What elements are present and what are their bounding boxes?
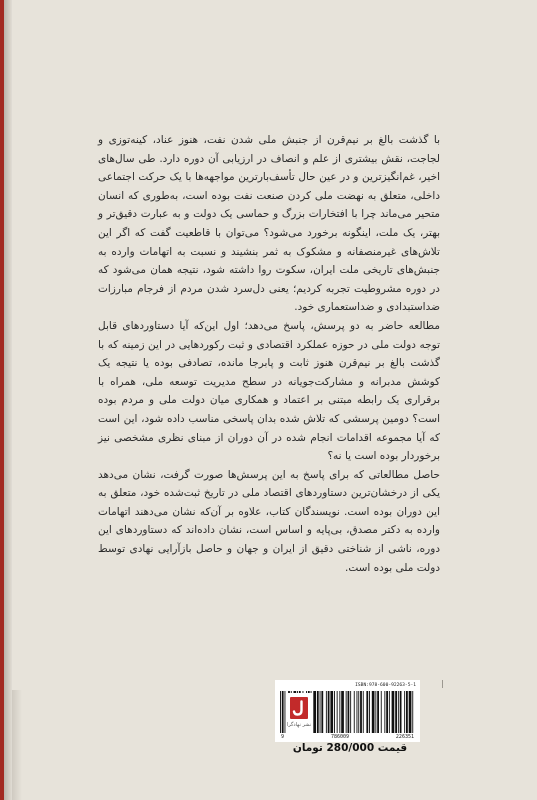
publisher-name: نشر نهادگرا — [286, 722, 312, 728]
publisher-logo-icon — [290, 697, 308, 719]
publisher-logo — [286, 693, 312, 733]
cover-edge-wear — [12, 690, 22, 800]
book-spine-edge — [0, 0, 12, 800]
spine-shadow — [4, 0, 12, 800]
barcode-digit-group-left: 786009 — [330, 734, 349, 740]
print-mark — [442, 680, 443, 688]
blurb-paragraph-2: مطالعه حاضر به دو پرسش، پاسخ می‌دهد؛ اول این‌که آیا دستاوردهای قابل توجه دولت ملی در حوزه عملکرد اقتصادی و ثبت رکوردهایی در این زمینه که با گذشت بالغ بر نیم‌قرن هنوز ثابت و پابرجا مانده، تصادفی بوده یا نتیجه یک کوشش مدبرانه و مشارکت‌جویانه در سطح مدیریت توسعه ملی، همراه با برقراری یک رابطه مبتنی بر اعتماد و همکاری میان دولت ملی و مردم بوده است؟ دومین پرسشی که تلاش شده بدان پاسخی مناسب داده شود، این است که آیا مجموعه اقدامات انجام شده در آن دوران از مبنای نظری مشخصی نیز برخوردار بوده است یا نه؟ — [98, 319, 440, 463]
isbn-number: ISBN:978-600-92263-5-1 — [355, 683, 416, 688]
back-cover-blurb — [98, 131, 440, 577]
blurb-paragraph-1: با گذشت بالغ بر نیم‌قرن از جنبش ملی شدن نفت، هنوز عناد، کینه‌توزی و لجاجت، نقش بیشتری از علم و انصاف در ارزیابی آن دوره دارد. طی سال‌های اخیر، غم‌انگیزترین و در عین حال تأسف‌بارترین مواجهه‌ها با یک حرکت اجتماعی داخلی، متعلق به نهضت ملی کردن صنعت نفت بوده است، به‌طوری که انسان متحیر می‌ماند چرا با افتخارات بزرگ و حماسی یک دولت و به عبارت دقیق‌تر و بهتر، یک ملت، اینگونه برخورد می‌شود؟ می‌توان با قاطعیت گفت که اگر این تلاش‌های غیرمنصفانه و مشکوک به ثمر بنشیند و نسبت به اتهامات وارده به جنبش‌های تاریخی ملت ایران، سکوت روا داشته شود، نتیجه همان می‌شود که در دوره مشروطیت تجربه کردیم؛ یعنی دل‌سرد شدن مردم از فرجام مبارزات ضداستبدادی و ضداستعماری خود. — [98, 134, 440, 314]
price-label: قیمت 280/000 تومان — [292, 742, 408, 754]
barcode-digit-lead: 9 — [281, 734, 285, 740]
barcode-digit-group-right: 226351 — [395, 734, 414, 740]
blurb-paragraph-3: حاصل مطالعاتی که برای پاسخ به این پرسش‌ها صورت گرفت، نشان می‌دهد یکی از درخشان‌ترین دستاوردهای اقتصاد ملی در تاریخ ثبت‌شده خود، متعلق به این دوران بوده است. نویسندگان کتاب، علاوه بر آن‌که نشان می‌دهند اتهامات وارده به دکتر مصدق، بی‌پایه و اساس است، نشان داده‌اند که دستاوردهای این دوره، ناشی از شناختی دقیق از ایران و جهان و حاصل بازآرایی نهادی توسط دولت ملی بوده است. — [98, 468, 440, 574]
barcode-digits — [281, 734, 414, 740]
